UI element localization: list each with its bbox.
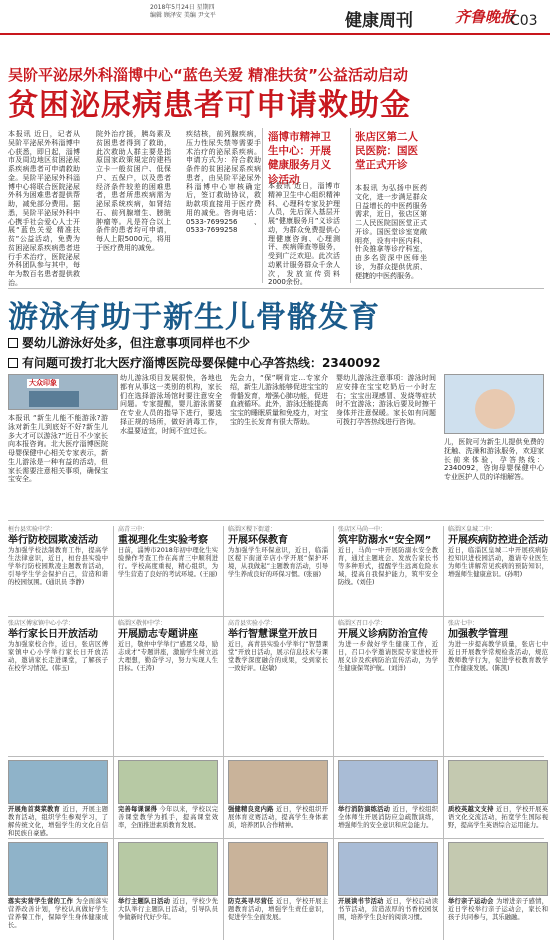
photo-caption-body: 为增进亲子感情，近日学校举行亲子运动会，家长和孩子共同参与，其乐融融。 — [448, 898, 548, 922]
photo-caption-title: 举行亲子运动会 — [448, 898, 497, 905]
section-divider — [8, 520, 544, 521]
swim-body-col4: 婴幼儿游泳注意事项：游泳时间应安排在宝宝吃奶后一小时左右；宝宝出现感冒、发烧等症状时不宜游泳；游泳后要及时擦干身体并注意保暖。家长如有问题可拨打孕答热线进行咨询。 — [336, 374, 436, 426]
news-photo — [228, 842, 328, 896]
school-news-item — [228, 620, 328, 756]
photo-caption-title: 防克英寻尽营任 — [228, 898, 277, 905]
school-news-item — [118, 620, 218, 756]
news-photo — [118, 760, 218, 804]
school-news-item — [228, 526, 328, 616]
school-news-title: 举行智慧课堂开放日 — [228, 628, 318, 640]
school-news-item — [338, 620, 438, 756]
photo-caption-title: 开展角首葵菜教育 — [8, 806, 63, 813]
photo-caption — [338, 898, 438, 938]
grid-row-divider — [8, 838, 544, 839]
issue-date: 2018年5月24日 星期四 — [150, 4, 215, 11]
school-news-title: 开展励志专题讲座 — [118, 628, 198, 640]
school-name: 张店七中： — [448, 620, 479, 627]
school-news-body: 为加强学生环保意识，近日，临淄区稷下街道辛店小学开展“保护环境，从我做起”主题教育活动，引导学生养成良好的环保习惯。(张丽) — [228, 546, 328, 578]
photo-caption — [8, 898, 108, 938]
school-news-item — [448, 526, 548, 616]
photo-caption — [118, 898, 218, 938]
school-news-body: 近日，临淄区皇城二中开展疾病防控知识进校园活动，邀请专业医生为师生讲解常见疾病的预防知识，增强师生健康意识。(孙明) — [448, 546, 548, 578]
swim-subhead1 — [8, 336, 250, 352]
header-rule — [0, 33, 550, 35]
swim-subhead2-text: 有问题可拨打北大医疗淄博医院母婴保健中心孕答热线：2340092 — [22, 356, 381, 370]
swim-photo-sign — [8, 374, 118, 410]
school-news-body: 为加强学校法制教育工作，提高学生法律意识，近日，桓台县实验中学举行防校园欺凌主题教育活动，引导学生学会保护自己，营造和谐的校园氛围。(通讯员 李静) — [8, 546, 108, 586]
photo-caption — [338, 806, 438, 838]
photo-caption — [448, 806, 548, 838]
swim-subhead2 — [8, 356, 380, 372]
grid-column-divider — [223, 526, 224, 940]
swim-body-col5: 儿，医院可为新生儿提供免费的抚触、洗澡和游泳服务，欢迎家长前来体验，孕答热线：2340092，咨询母婴保健中心专业医护人员的详细解答。 — [444, 438, 544, 481]
school-news-title: 举行家长日开放活动 — [8, 628, 98, 640]
grid-row-divider — [8, 616, 544, 617]
school-news-title: 筑牢防溺水“安全网” — [338, 534, 432, 546]
school-name: 临淄区皇城二中： — [448, 526, 497, 533]
photo-caption — [118, 806, 218, 838]
photo-caption-body: 近日，开展主题教育活动，组织学生参观学习，了解传统文化，增强学生的文化自信和民族自豪感。 — [8, 806, 108, 838]
school-news-item — [448, 842, 548, 940]
swim-body-col2: 幼儿游泳项目发展很快，各地也都有从事这一类别的机构，家长们在选择游泳场馆时要注意安全问题。专家提醒，婴儿游泳需要在专业人员的指导下进行，要选择正规的场所，做好消毒工作，水温要适宜，时间不宜过长。 — [120, 374, 222, 435]
news-photo — [338, 760, 438, 804]
school-news-item — [228, 842, 328, 940]
swim-body-col1: 本报讯 “新生儿能不能游泳?游泳对新生儿到底好不好?新生儿多大才可以游泳?”近日不少家长向本报咨询。北大医疗淄博医院母婴保健中心相关专家表示，新生儿游泳是一种有益的活动，但家长需要注意相关事项，确保宝宝安全。 — [8, 414, 108, 484]
school-news-body: 日前，淄博市2018年初中理化生实验操作考查工作在高青三中顺利进行。学校高度重视，精心组织，为学生营造了良好的考试环境。(王丽) — [118, 546, 218, 578]
lead-body-col3: 疾结核，前列腺疾病，压力性尿失禁等需要手术治疗的泌尿系疾病。申请方式为：符合救助条件的贫困泌尿系疾病患者，由吴阶平泌尿外科淄博中心审核确定后，签订救助协议，救助款项直接用于医疗费用的减免。咨询电话：0533-7699256、0533-7699258 — [186, 130, 261, 235]
square-bullet-icon — [8, 358, 18, 368]
photo-caption-body: 近日，学校少先大队举行主题队日活动，引导队员争做新时代好少年。 — [118, 898, 218, 922]
photo-caption-title: 完善每课课得 — [118, 806, 160, 813]
header-meta — [150, 4, 310, 20]
school-name: 高青三中： — [118, 526, 149, 533]
sidebar1-title: 淄博市精神卫生中心：开展健康服务月义诊活动 — [268, 131, 331, 186]
school-name: 张店区马尚一中： — [338, 526, 387, 533]
school-news-item — [448, 620, 548, 756]
news-photo — [8, 842, 108, 896]
section-divider — [8, 288, 544, 289]
photo-shape — [475, 389, 515, 429]
page-number: C03 — [510, 13, 538, 29]
school-news-item — [118, 760, 218, 840]
square-bullet-icon — [8, 338, 18, 348]
school-name: 高青县实验小学： — [228, 620, 277, 627]
news-photo — [448, 842, 548, 896]
grid-column-divider — [333, 526, 334, 940]
school-news-item — [8, 620, 108, 756]
school-news-title: 重视理化生实验考察 — [118, 534, 208, 546]
photo-caption-title: 举行消防演练活动 — [338, 806, 393, 813]
school-news-item — [338, 842, 438, 940]
grid-row-divider — [8, 756, 544, 757]
section-title: 健康周刊 — [345, 11, 413, 31]
news-photo — [8, 760, 108, 804]
school-news-body: 近日，敬仲中学举行“感恩父母，励志成才”专题讲座，激励学生树立远大理想，勤奋学习，努力实现人生目标。(王涛) — [118, 640, 218, 672]
school-news-item — [338, 526, 438, 616]
photo-caption — [228, 898, 328, 938]
sidebar2-body: 本报讯 为弘扬中医药文化，进一步满足群众日益增长的中医药服务需求，近日，张店区第二人民医院国医堂正式开诊。国医堂诊室宽敞明亮，设有中医内科、针灸推拿等诊疗科室，由多名资深中医师坐诊，为群众提供优质、便捷的中医药服务。 — [355, 184, 427, 280]
school-news-item — [228, 760, 328, 840]
school-news-item — [118, 526, 218, 616]
photo-caption-title: 强健精良竞内路 — [228, 806, 277, 813]
swim-subhead1-text: 婴幼儿游泳好处多，但注意事项同样也不少 — [22, 336, 251, 350]
school-news-item — [448, 760, 548, 840]
grid-column-divider — [443, 526, 444, 940]
lead-body-col2: 院外治疗援，胰岛素及贫困患者得到了救助，此次救助人群主要是指原国家政策規定的建档立卡一般贫困户、低保户、五保户，以及患者经济条件较差的困难患者，患者所患疾病需为泌尿系统疾病，如肾结石、前列腺增生、膀胱肿瘤等。凡是符合以上条件的患者均可申请，每人上限5000元，将用于医疗费用的减免。 — [96, 130, 171, 252]
photo-caption: 大众印象 — [29, 379, 57, 387]
swim-body-col3: 先会力，“保”啊肯定…专家介绍，新生儿游泳能够促进宝宝的骨骼发育，增强心肺功能，促进血液循环。此外，游泳还能提高宝宝的睡眠质量和免疫力，对宝宝的生长发育有很大帮助。 — [230, 374, 328, 426]
photo-caption-title: 开展读书节活动 — [338, 898, 387, 905]
photo-caption — [8, 806, 108, 838]
swim-photo-baby — [444, 374, 544, 434]
swim-headline: 游泳有助于新生儿骨骼发育 — [8, 300, 380, 335]
news-photo — [118, 842, 218, 896]
school-news-title: 开展环保教育 — [228, 534, 288, 546]
photo-caption-body: 近日，学校组织开展体育竞赛活动，提高学生身体素质，培养团队合作精神。 — [228, 806, 328, 830]
news-photo — [448, 760, 548, 804]
school-news-item — [8, 842, 108, 940]
news-photo — [338, 842, 438, 896]
photo-caption-body: 近日，学校开展英语文化交流活动，拓宽学生国际视野，提高学生英语综合运用能力。 — [448, 806, 548, 830]
sidebar2-title: 张店区第二人民医院：国医堂正式开诊 — [355, 131, 418, 172]
school-news-body: 为进一步提高教学质量，张店七中近日开展教学常规检查活动，规范教师教学行为，促进学校教育教学工作健康发展。(陈凯) — [448, 640, 548, 672]
photo-caption-title: 举行主题队日活动 — [118, 898, 173, 905]
photo-caption — [228, 806, 328, 838]
editors: 编辑 顾泽安 美编 尹文平 — [150, 11, 216, 19]
grid-column-divider — [113, 526, 114, 940]
lead-headline: 贫困泌尿病患者可申请救助金 — [8, 88, 411, 123]
school-news-body: 为进一步做好学生健康工作，近日，召口小学邀请医院专家进校开展义诊及疾病防治宣传活动，为学生健康保驾护航。(刘洋) — [338, 640, 438, 672]
school-name: 临淄区敬仲中学： — [118, 620, 167, 627]
school-news-title: 开展义诊病防治宣传 — [338, 628, 428, 640]
photo-caption-body: 今年以来，学校以完善课堂教学为抓手，提高课堂效率，全面推进素质教育发展。 — [118, 806, 219, 830]
school-name: 张店区傅家镇中心小学： — [8, 620, 75, 627]
sidebar1-body: 本报讯 近日，淄博市精神卫生中心组织精神科、心理科专家及护理人员，先后深入基层开展“健康服务月”义诊活动，为群众免费提供心理健康咨询、心理测评、疾病筛查等服务，受到广泛欢迎。此次活动累计服务群众千余人次，发放宣传资料2000余份。 — [268, 182, 340, 287]
photo-caption-title: 质校英越文支持 — [448, 806, 497, 813]
photo-shape — [29, 391, 79, 407]
school-news-body: 为加强家校合作，近日，张店区傅家镇中心小学举行家长日开放活动，邀请家长走进课堂，了解孩子在校学习情况。(韩玉) — [8, 640, 108, 672]
photo-caption-body: 近日，学校启动读书节活动，营造浓厚的书香校园氛围，培养学生良好的阅读习惯。 — [338, 898, 438, 922]
photo-caption-title: 落实实营学生营的工作 — [8, 898, 76, 905]
news-photo — [228, 760, 328, 804]
photo-caption-body: 为全面落实营养改善计划，学校认真做好学生营养餐工作，保障学生身体健康成长。 — [8, 898, 109, 930]
photo-caption — [448, 898, 548, 938]
school-news-title: 举行防校园欺凌活动 — [8, 534, 98, 546]
school-name: 临淄区稷下街道： — [228, 526, 277, 533]
school-news-item — [118, 842, 218, 940]
lead-body-col1: 本报讯 近日，记者从吴阶平泌尿外科淄博中心获悉，即日起，淄博市及周边地区贫困泌尿系疾病患者可申请救助金。吴阶平泌尿外科淄博中心将联合医院泌尿外科为困难患者提供帮助，减免部分费用。据悉，吴阶平泌尿外科中心携手社会爱心人士开展“蓝色关爱 精准扶贫”公益活动，免费为贫困泌尿系疾病患者进行手术治疗，医院泌尿外科团队参与其中，每年为数百名患者提供救治。 — [8, 130, 80, 287]
photo-caption-body: 近日，学校开展主题教育活动，增强学生责任意识，促进学生全面发展。 — [228, 898, 328, 922]
school-name: 桓台县实验中学： — [8, 526, 57, 533]
school-name: 临淄区召口小学： — [338, 620, 387, 627]
school-news-title: 加强教学管理 — [448, 628, 508, 640]
school-news-item — [338, 760, 438, 840]
column-divider — [350, 128, 351, 283]
school-news-item — [8, 760, 108, 840]
photo-caption-body: 近日，学校组织全体师生开展消防应急疏散演练，增强师生的安全意识和应急能力。 — [338, 806, 438, 830]
column-divider — [262, 128, 263, 283]
school-news-body: 近日，高青县实验小学举行“智慧课堂”开放日活动，展示信息技术与课堂教学深度融合的成果，受到家长一致好评。(赵敏) — [228, 640, 328, 672]
school-news-title: 开展疾病防控进企活动 — [448, 534, 548, 546]
lead-kicker: 吴阶平泌尿外科淄博中心“蓝色关爱 精准扶贫”公益活动启动 — [8, 66, 408, 84]
school-news-item — [8, 526, 108, 616]
school-news-body: 近日，马尚一中开展防溺水安全教育，通过主题班会、发放告家长书等多种形式，提醒学生远离危险水域，提高自我保护能力，筑牢安全防线。(刘佳) — [338, 546, 438, 586]
newspaper-logo: 齐鲁晚报 — [455, 8, 516, 26]
